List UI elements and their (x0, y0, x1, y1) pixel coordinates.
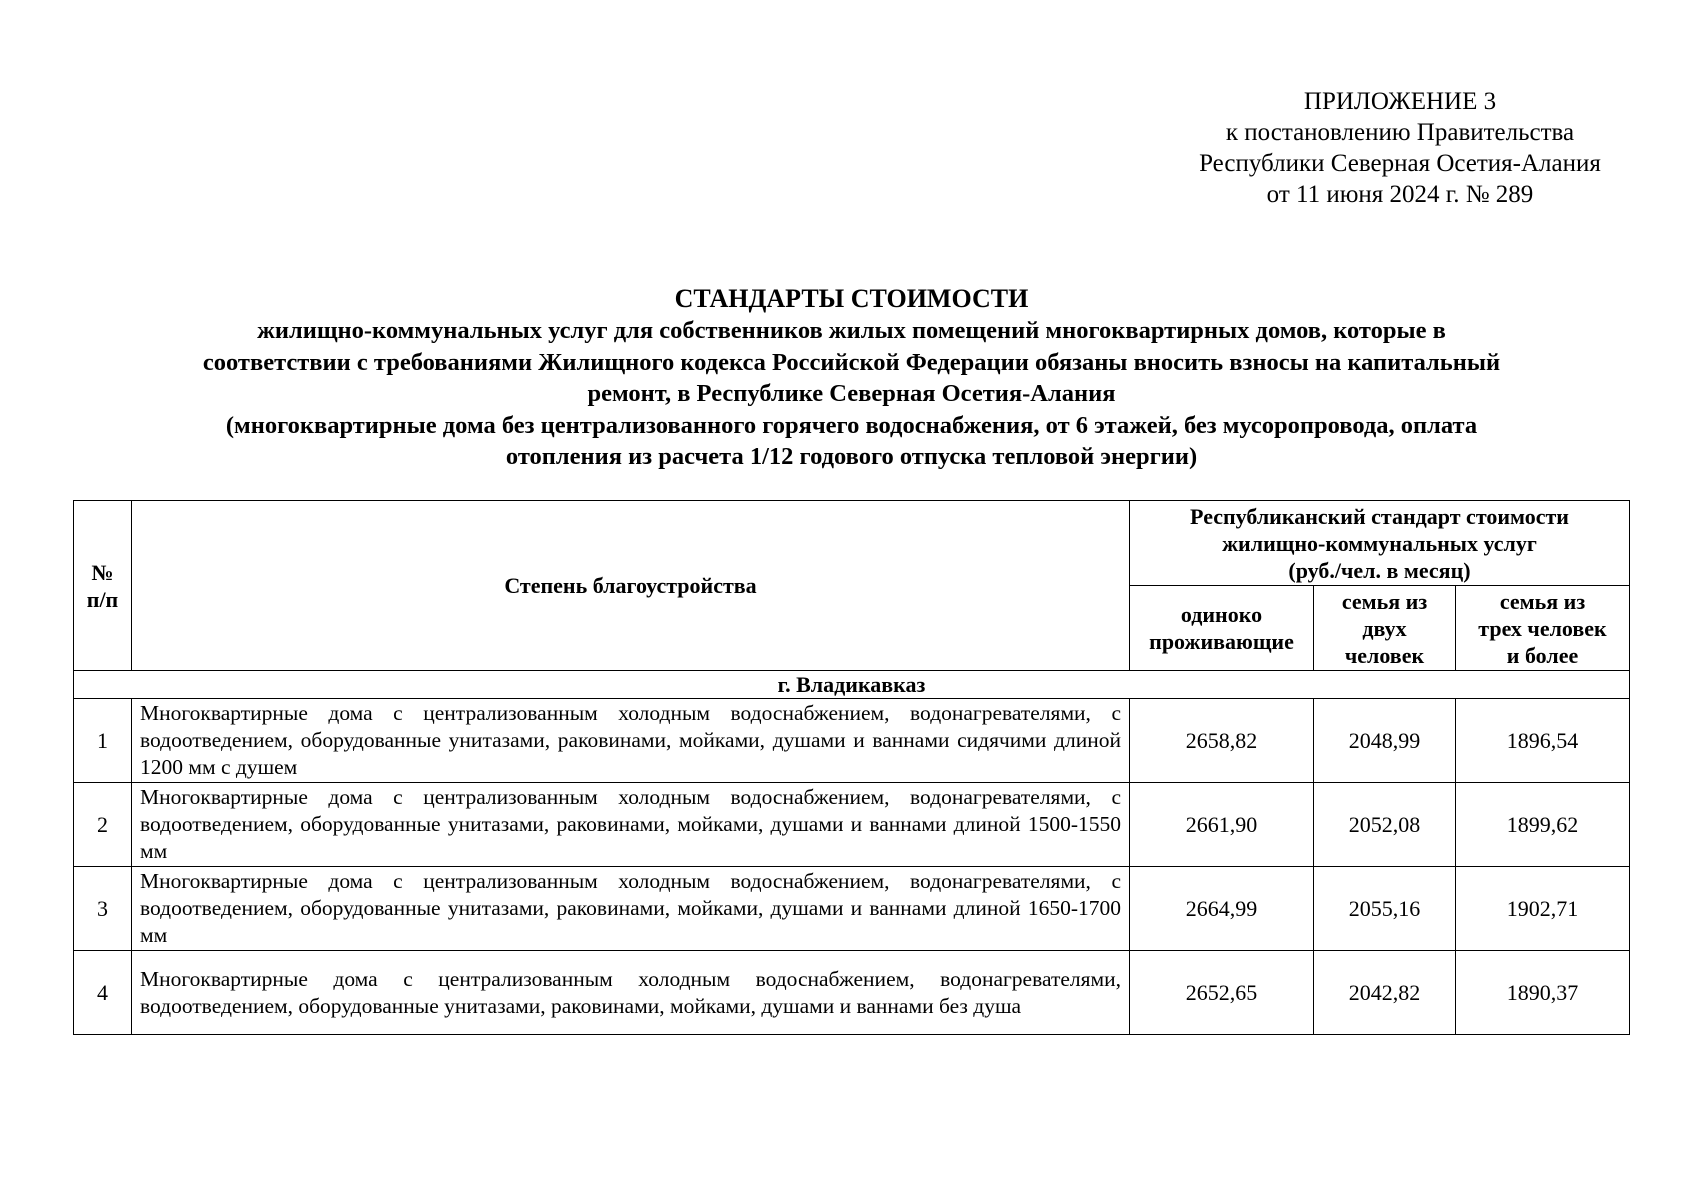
header-family-three-line-1: семья из (1499, 588, 1586, 614)
row-number: 1 (74, 699, 132, 783)
header-family-three (1456, 586, 1630, 671)
row-number: 2 (74, 783, 132, 867)
header-single (1130, 586, 1314, 671)
title-line-1: жилищно-коммунальных услуг для собственников жилых помещений многоквартирных домов, которые в (257, 317, 1446, 344)
table-header-row (74, 501, 1630, 586)
row-description: Многоквартирные дома с централизованным холодным водоснабжением, водонагревателями, с водоотведением, оборудованные унитазами, раковинами, мойками, душами и ваннами длиной 1650-1700 мм (132, 867, 1130, 951)
table-row (74, 867, 1630, 951)
appendix-date: от 11 июня 2024 г. № 289 (1266, 181, 1534, 208)
table-row (74, 699, 1630, 783)
row-value-family-three: 1899,62 (1456, 783, 1630, 867)
row-value-family-three: 1902,71 (1456, 867, 1630, 951)
table-row (74, 783, 1630, 867)
row-value-single: 2652,65 (1130, 951, 1314, 1035)
header-standard-line-1: Республиканский стандарт стоимости (1190, 503, 1569, 529)
appendix-number: ПРИЛОЖЕНИЕ 3 (1303, 88, 1497, 115)
row-description: Многоквартирные дома с централизованным холодным водоснабжением, водонагревателями, с водоотведением, оборудованные унитазами, раковинами, мойками, душами и ваннами сидячими длиной 1200 мм с душем (132, 699, 1130, 783)
row-value-family-two: 2055,16 (1314, 867, 1456, 951)
document-title (73, 283, 1630, 473)
city-row (74, 671, 1630, 699)
appendix-header (1130, 86, 1670, 210)
row-value-family-three: 1890,37 (1456, 951, 1630, 1035)
row-description: Многоквартирные дома с централизованным холодным водоснабжением, водонагревателями, с водоотведением, оборудованные унитазами, раковинами, мойками, душами и ваннами длиной 1500-1550 мм (132, 783, 1130, 867)
row-value-family-two: 2052,08 (1314, 783, 1456, 867)
header-single-line-1: одиноко (1180, 602, 1263, 627)
header-standard-line-3: (руб./чел. в месяц) (1288, 557, 1471, 583)
header-family-two-line-2: двух (1362, 615, 1407, 641)
table-row (74, 951, 1630, 1035)
row-value-family-two: 2048,99 (1314, 699, 1456, 783)
row-value-family-three: 1896,54 (1456, 699, 1630, 783)
row-value-single: 2664,99 (1130, 867, 1314, 951)
header-family-three-line-3: и более (1506, 642, 1579, 668)
standards-table (73, 500, 1630, 1035)
city-name: г. Владикавказ (74, 671, 1630, 699)
header-single-line-2: проживающие (1149, 629, 1294, 654)
title-line-4: (многоквартирные дома без централизованного горячего водоснабжения, от 6 этажей, без мусоропровода, оплата (225, 411, 1478, 439)
title-line-2: соответствии с требованиями Жилищного кодекса Российской Федерации обязаны вносить взносы на капитальный (202, 348, 1501, 376)
appendix-reference: к постановлению Правительства (1225, 119, 1575, 146)
header-family-two-line-1: семья из (1341, 588, 1428, 614)
header-number-abbr: п/п (86, 586, 119, 612)
header-standard (1130, 501, 1630, 586)
row-value-single: 2661,90 (1130, 783, 1314, 867)
row-value-family-two: 2042,82 (1314, 951, 1456, 1035)
title-main: СТАНДАРТЫ СТОИМОСТИ (674, 284, 1029, 313)
header-number-symbol: № (91, 559, 114, 585)
title-line-5: отопления из расчета 1/12 годового отпуска тепловой энергии) (505, 443, 1198, 470)
header-family-two-line-3: человек (1344, 642, 1425, 668)
header-standard-line-2: жилищно-коммунальных услуг (1222, 530, 1537, 556)
appendix-region: Республики Северная Осетия-Алания (1199, 150, 1601, 177)
header-family-three-line-2: трех человек (1478, 615, 1607, 641)
row-value-single: 2658,82 (1130, 699, 1314, 783)
row-number: 4 (74, 951, 132, 1035)
header-degree: Степень благоустройства (132, 501, 1130, 671)
row-description: Многоквартирные дома с централизованным холодным водоснабжением, водонагревателями, водоотведением, оборудованные унитазами, раковинами, мойками, душами и ваннами без душа (132, 951, 1130, 1035)
header-number (74, 501, 132, 671)
row-number: 3 (74, 867, 132, 951)
title-line-3: ремонт, в Республике Северная Осетия-Алания (587, 380, 1116, 407)
header-family-two (1314, 586, 1456, 671)
